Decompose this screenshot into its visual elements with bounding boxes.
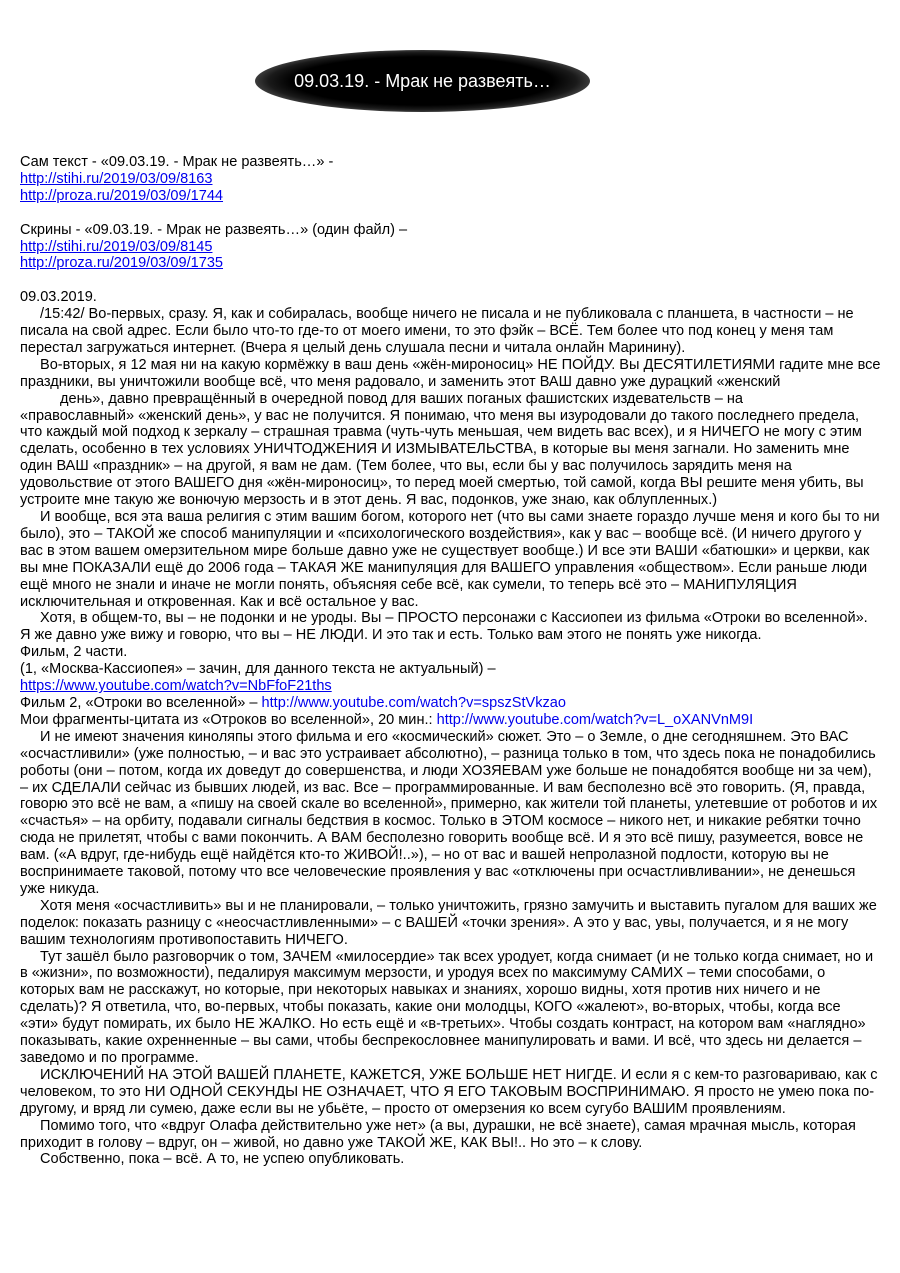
- film2-text: Фильм 2, «Отроки во вселенной» –: [20, 694, 262, 711]
- paragraph-10: Собственно, пока – всё. А то, не успею опубликовать.: [40, 1151, 405, 1168]
- title-banner: [255, 50, 590, 112]
- proza-text-link[interactable]: http://proza.ru/2019/03/09/1744: [20, 187, 224, 204]
- film1-text: (1, «Москва-Кассиопея» – зачин, для данного текста не актуальный) –: [20, 661, 496, 678]
- paragraph-2a: Во-вторых, я 12 мая ни на какую кормёжку в ваш день «жён-мироносиц» НЕ ПОЙДУ. Вы ДЕСЯТИЛЕТИЯМИ гадите мне все праздники, вы уничтожили вообще всё, что меня радовало, и заменить этот ВАШ давно уже дурацкий «женский: [20, 356, 881, 390]
- entry-date: 09.03.2019.: [20, 289, 97, 306]
- stihi-screens-link[interactable]: http://stihi.ru/2019/03/09/8145: [20, 238, 213, 255]
- paragraph-6: Хотя меня «осчастливить» вы и не планировали, – только уничтожить, грязно замучить и выставить пугалом для ваших же поделок: показать разницу с «неосчастливленными» – с ВАШЕЙ «точки зрения». А это у вас, увы, получается, и я не могу вашим технологиям противопоставить НИЧЕГО.: [20, 897, 877, 948]
- paragraph-5: И не имеют значения киноляпы этого фильма и его «космический» сюжет. Это – о Земле, о дне сегодняшнем. Это ВАС «осчастливили» (уже полностью, – и вас это устраивает абсолютно), – разница только в том, что здесь пока не понадобились роботы (они – потом, когда их доведут до совершенства, и люди ХОЗЯЕВАМ уже больше не понадобятся вообще ни за чем), – их СДЕЛАЛИ сейчас из бывших людей, из вас. Все – программированные. И вам бесполезно всё это говорить. (Я, правда, говорю это всё не вам, а «пишу на своей скале во вселенной», примерно, как жители той планеты, улетевшие от роботов и их «счастья» – на орбиту, подавали сигналы бедствия в космос. Только в ЭТОМ космосе – никого нет, и никакие ребятки точно сюда не прилетят, чтобы с вами покончить. А ВАМ бесполезно говорить вообще всё. И я это всё пишу, разумеется, вовсе не вам. («А вдруг, где-нибудь ещё найдётся кто-то ЖИВОЙ!..»), – но от вас и вашей непролазной подлости, которую вы не воспринимаете таковой, потому что все человеческие проявления у вас «отключены при осчастливливании», не денешься уже никуда.: [20, 728, 878, 897]
- text-source-line: Сам текст - «09.03.19. - Мрак не развеять…» -: [20, 154, 334, 170]
- paragraph-4: Хотя, в общем-то, вы – не подонки и не уроды. Вы – ПРОСТО персонажи с Кассиопеи из фильма «Отроки во вселенной». Я же давно уже вижу и говорю, что вы – НЕ ЛЮДИ. И это так и есть. Только вам этого не понять уже никогда.: [20, 610, 868, 644]
- film1-link[interactable]: https://www.youtube.com/watch?v=NbFfoF21ths: [20, 678, 332, 695]
- film2-link[interactable]: http://www.youtube.com/watch?v=spszStVkzao: [261, 694, 566, 711]
- film-title: Фильм, 2 части.: [20, 644, 128, 661]
- paragraph-2b: день», давно превращённый в очередной повод для ваших поганых фашистских издевательств – на: [60, 390, 743, 407]
- stihi-text-link[interactable]: http://stihi.ru/2019/03/09/8163: [20, 170, 213, 187]
- proza-screens-link[interactable]: http://proza.ru/2019/03/09/1735: [20, 255, 224, 272]
- paragraph-8: ИСКЛЮЧЕНИЙ НА ЭТОЙ ВАШЕЙ ПЛАНЕТЕ, КАЖЕТСЯ, УЖЕ БОЛЬШЕ НЕТ НИГДЕ. И если я с кем-то разговариваю, как с человеком, то это НИ ОДНОЙ СЕКУНДЫ НЕ ОЗНАЧАЕТ, ЧТО Я ЕГО ТАКОВЫМ ВОСПРИНИМАЮ. Я просто не умею пока по-другому, и вряд ли сумею, даже если вы не убьёте, – просто от омерзения ко всем сугубо ВАШИМ проявлениям.: [20, 1066, 878, 1117]
- page-title: 09.03.19. - Мрак не развеять…: [294, 70, 551, 91]
- paragraph-2c: «православный» «женский день», у вас не получится. Я понимаю, что меня вы изуродовали до такого последнего предела, что каждый мой подход к зеркалу – страшная травма (чуть-чуть меньшая, чем видеть вас всех), и я НИЧЕГО не могу с этим сделать, особенно в тех условиях УНИЧТОДЖЕНИЯ И ИЗМЫВАТЕЛЬСТВА, в которые вы меня загнали. Но заменить мне один ВАШ «праздник» – на другой, я вам не дам. (Тем более, что вы, если бы у вас получилось зарядить меня на удовольствие от этого ВАШЕГО дня «жён-мироносиц», то перед моей смертью, той самой, когда ВЫ решите меня убить, вы устроите мне такую же вонючую мерзость и в этот день. Я вас, подонков, уже знаю, как облупленных.): [20, 407, 864, 509]
- paragraph-7: Тут зашёл было разговорчик о том, ЗАЧЕМ «милосердие» так всех уродует, когда снимает (и не только когда снимает, но и в «жизни», по возможности), педалируя максимум мерзости, и уродуя всех по максимуму САМИХ – теми способами, о которых вам не расскажут, но которые, при некоторых навыках и знаниях, хорошо видны, хотя против них ничего и не сделать)? Я ответила, что, во-первых, чтобы показать, какие они молодцы, КОГО «жалеют», во-вторых, чтобы, когда все «эти» будут помирать, их было НЕ ЖАЛКО. Но есть ещё и «в-третьих». Чтобы создать контраст, на котором вам «наглядно» показывать, какие охренненные – вы сами, чтобы беспрекословнее манипулировать и вами. И всё, что здесь ни делается – заведомо и по программе.: [20, 948, 874, 1066]
- screens-source-line: Скрины - «09.03.19. - Мрак не развеять…» (один файл) –: [20, 221, 408, 238]
- paragraph-1: /15:42/ Во-первых, сразу. Я, как и собиралась, вообще ничего не писала и не публиковала с планшета, в частности – не писала на свой адрес. Если было что-то где-то от моего имени, то это фэйк – ВСЁ. Тем более что под конец у меня там перестал загружаться интернет. (Вчера я целый день слушала песни и читала онлайн Маринину).: [20, 306, 854, 356]
- document-body: [20, 154, 882, 1168]
- fragments-text: Мои фрагменты-цитата из «Отроков во вселенной», 20 мин.:: [20, 711, 437, 728]
- paragraph-9: Помимо того, что «вдруг Олафа действительно уже нет» (а вы, дурашки, не всё знаете), самая мрачная мысль, которая приходит в голову – вдруг, он – живой, но давно уже ТАКОЙ ЖЕ, КАК ВЫ!.. Но это – к слову.: [20, 1117, 856, 1151]
- paragraph-3: И вообще, вся эта ваша религия с этим вашим богом, которого нет (что вы сами знаете гораздо лучше меня и кого бы то ни было), это – ТАКОЙ же способ манипуляции и «психологического воздействия», как у вас – вообще всё. (И ничего другого у вас в этом вашем омерзительном мире больше давно уже не существует вообще.) И все эти ВАШИ «батюшки» и церкви, как вы мне ПОКАЗАЛИ ещё до 2006 года – ТАКАЯ ЖЕ манипуляция для ВАШЕГО управления «обществом». Если раньше люди ещё много не знали и иначе не могли понять, объясняя себе всё, как сумели, то теперь всё это – МАНИПУЛЯЦИЯ исключительная и откровенная. Как и всё остальное у вас.: [20, 509, 880, 610]
- fragments-link[interactable]: http://www.youtube.com/watch?v=L_oXANVnM9I: [436, 711, 754, 728]
